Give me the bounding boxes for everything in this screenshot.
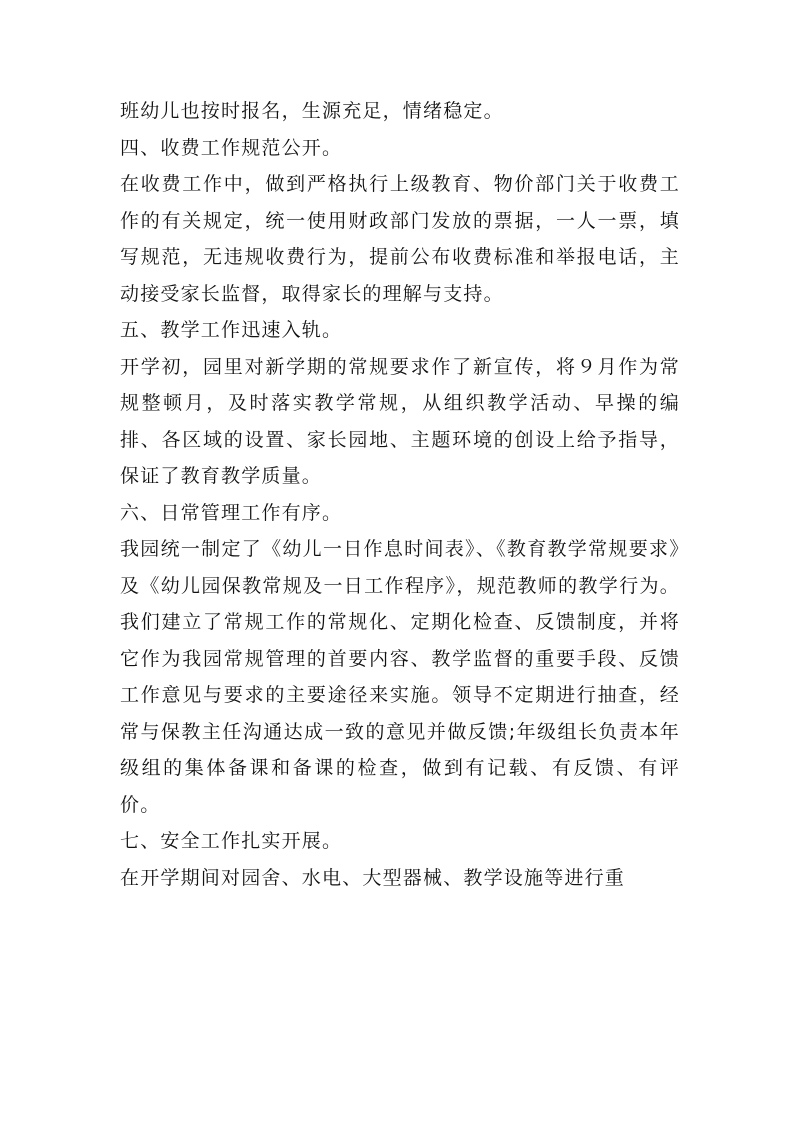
paragraph-safety: 在开学期间对园舍、水电、大型器械、教学设施等进行重	[120, 866, 626, 889]
document-body	[120, 93, 680, 896]
heading-fees: 四、收费工作规范公开。	[120, 136, 343, 159]
paragraph-management: 我园统一制定了《幼儿一日作息时间表》、《教育教学常规要求》及《幼儿园保教常规及一日工作程序》，规范教师的教学行为。我们建立了常规工作的常规化、定期化检查、反馈制度，并将它作为我园常规管理的首要内容、教学监督的重要手段、反馈工作意见与要求的主要途径来实施。领导不定期进行抽查，经常与保教主任沟通达成一致的意见并做反馈;年级组长负责本年级组的集体备课和备课的检查，做到有记载、有反馈、有评价。	[120, 538, 680, 816]
heading-teaching: 五、教学工作迅速入轨。	[120, 319, 343, 341]
paragraph-fees: 在收费工作中，做到严格执行上级教育、物价部门关于收费工作的有关规定，统一使用财政部门发放的票据，一人一票，填写规范，无违规收费行为，提前公布收费标准和举报电话，主动接受家长监督，取得家长的理解与支持。	[120, 173, 680, 305]
paragraph-enrollment-end: 班幼儿也按时报名，生源充足，情绪稳定。	[120, 100, 504, 122]
heading-safety: 七、安全工作扎实开展。	[120, 830, 343, 852]
paragraph-teaching: 开学初，园里对新学期的常规要求作了新宣传，将９月作为常规整顿月，及时落实教学常规，从组织教学活动、早操的编排、各区域的设置、家长园地、主题环境的创设上给予指导，保证了教育教学质量。	[120, 355, 680, 487]
heading-management: 六、日常管理工作有序。	[120, 501, 343, 524]
